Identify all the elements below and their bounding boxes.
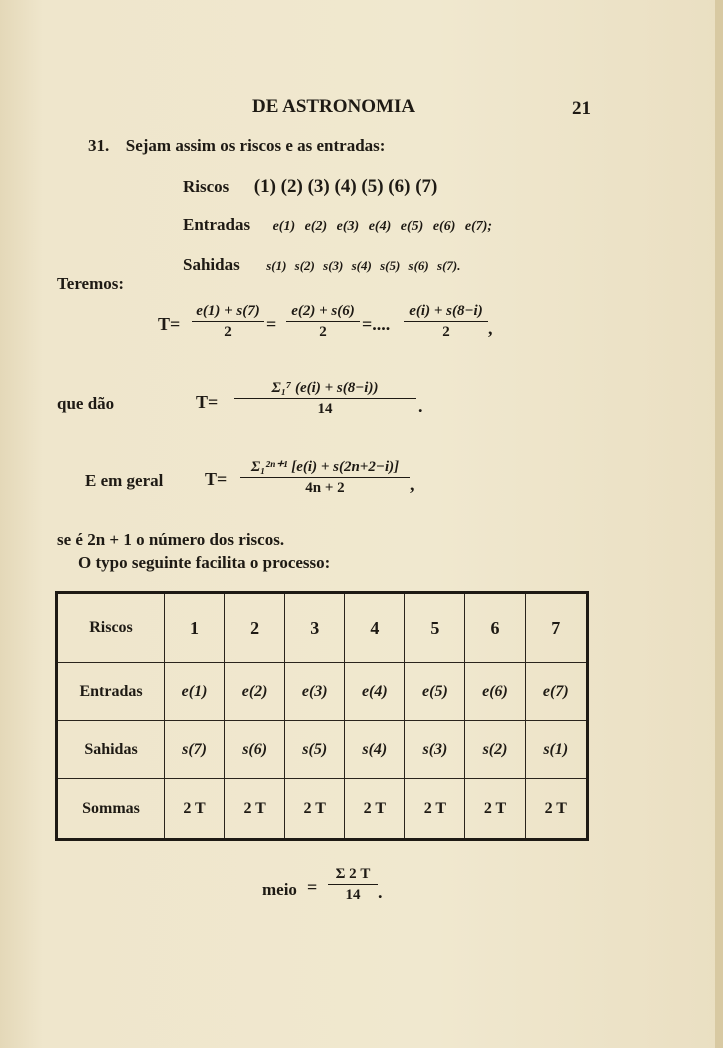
table-cell: s(4) — [345, 721, 405, 779]
row-label-entradas: Entradas — [57, 663, 165, 721]
que-dao-label: que dão — [57, 394, 115, 413]
sahida-term: s(5) — [380, 258, 401, 273]
table-cell: e(1) — [165, 663, 225, 721]
meio-end: . — [378, 882, 383, 902]
meio-fraction: Σ 2 T 14 — [328, 866, 378, 904]
que-dao-fraction: Σ₁⁷ (e(i) + s(8−i)) 14 — [234, 380, 416, 418]
meio-equals: = — [307, 877, 318, 897]
sahidas-end: . — [457, 258, 461, 273]
table-cell: 4 — [345, 593, 405, 663]
text-line-2: O typo seguinte facilita o processo: — [78, 553, 331, 572]
entrada-term: e(2) — [304, 219, 328, 234]
sahida-term: s(2) — [294, 258, 315, 273]
meio-label: meio — [262, 880, 297, 899]
entradas-line — [183, 215, 492, 235]
table-cell: 2 T — [345, 779, 405, 840]
que-dao-lhs: T= — [196, 392, 219, 412]
table-cell: s(1) — [525, 721, 587, 779]
table-cell: 2 — [225, 593, 285, 663]
teremos-fraction-1: e(1) + s(7) 2 — [192, 303, 264, 341]
entrada-term: e(7) — [464, 219, 488, 234]
teremos-end: , — [488, 318, 493, 338]
riscos-line — [183, 176, 437, 198]
table-cell: 3 — [285, 593, 345, 663]
riscos-label: Riscos — [183, 177, 230, 196]
sahida-term: s(3) — [323, 258, 344, 273]
teremos-fraction-2: e(2) + s(6) 2 — [286, 303, 360, 341]
table-cell: 2 T — [285, 779, 345, 840]
sahidas-line — [183, 255, 460, 275]
section-number: 31. — [88, 136, 110, 155]
table-cell: 2 T — [165, 779, 225, 840]
em-geral-fraction: Σ₁²ⁿ⁺¹ [e(i) + s(2n+2−i)] 4n + 2 — [240, 457, 410, 497]
section-intro: Sejam assim os riscos e as entradas: — [125, 136, 386, 155]
table-cell: e(4) — [345, 663, 405, 721]
sahida-term: s(1) — [266, 258, 287, 273]
row-label-sommas: Sommas — [57, 779, 165, 840]
table-cell: s(3) — [405, 721, 465, 779]
running-header: DE ASTRONOMIA — [252, 96, 416, 117]
table-row — [57, 779, 588, 840]
em-geral-label: E em geral — [85, 471, 164, 490]
sahida-term: s(7) — [437, 258, 458, 273]
table-row — [57, 663, 588, 721]
page-edge — [715, 0, 723, 1048]
table-cell: 2 T — [225, 779, 285, 840]
table-cell: 7 — [525, 593, 587, 663]
table-cell: e(5) — [405, 663, 465, 721]
teremos-lhs: T= — [158, 314, 181, 334]
sahidas-label: Sahidas — [183, 255, 240, 274]
table-cell: 1 — [165, 593, 225, 663]
table-row — [57, 721, 588, 779]
entrada-term: e(1) — [272, 219, 296, 234]
table-cell: e(6) — [465, 663, 525, 721]
teremos-label: Teremos: — [57, 274, 125, 293]
table-cell: 6 — [465, 593, 525, 663]
em-geral-lhs: T= — [205, 469, 228, 489]
table-cell: s(2) — [465, 721, 525, 779]
row-label-sahidas: Sahidas — [57, 721, 165, 779]
table-cell: e(2) — [225, 663, 285, 721]
table-row — [57, 593, 588, 663]
sahida-term: s(6) — [408, 258, 429, 273]
table-cell: e(7) — [525, 663, 587, 721]
sahida-term: s(4) — [351, 258, 372, 273]
teremos-ellipsis: =.... — [362, 314, 391, 334]
em-geral-end: , — [410, 474, 415, 494]
table-cell: s(7) — [165, 721, 225, 779]
table-cell: s(6) — [225, 721, 285, 779]
equals-sign: = — [266, 314, 277, 334]
text-line-1: se é 2n + 1 o número dos riscos. — [57, 530, 285, 549]
section-line — [88, 136, 385, 156]
summation-table — [55, 591, 589, 841]
entradas-end: ; — [487, 219, 493, 234]
riscos-values: (1) (2) (3) (4) (5) (6) (7) — [253, 176, 438, 197]
table-cell: 2 T — [525, 779, 587, 840]
row-label-riscos: Riscos — [57, 593, 165, 663]
table-cell: 2 T — [405, 779, 465, 840]
teremos-fraction-3: e(i) + s(8−i) 2 — [404, 303, 488, 341]
page-number: 21 — [572, 98, 591, 119]
table-cell: e(3) — [285, 663, 345, 721]
entradas-label: Entradas — [183, 215, 251, 234]
entrada-term: e(3) — [336, 219, 360, 234]
entrada-term: e(6) — [432, 219, 456, 234]
entrada-term: e(5) — [400, 219, 424, 234]
table-cell: 5 — [405, 593, 465, 663]
entrada-term: e(4) — [368, 219, 392, 234]
table-cell: 2 T — [465, 779, 525, 840]
que-dao-end: . — [418, 396, 423, 416]
table-cell: s(5) — [285, 721, 345, 779]
